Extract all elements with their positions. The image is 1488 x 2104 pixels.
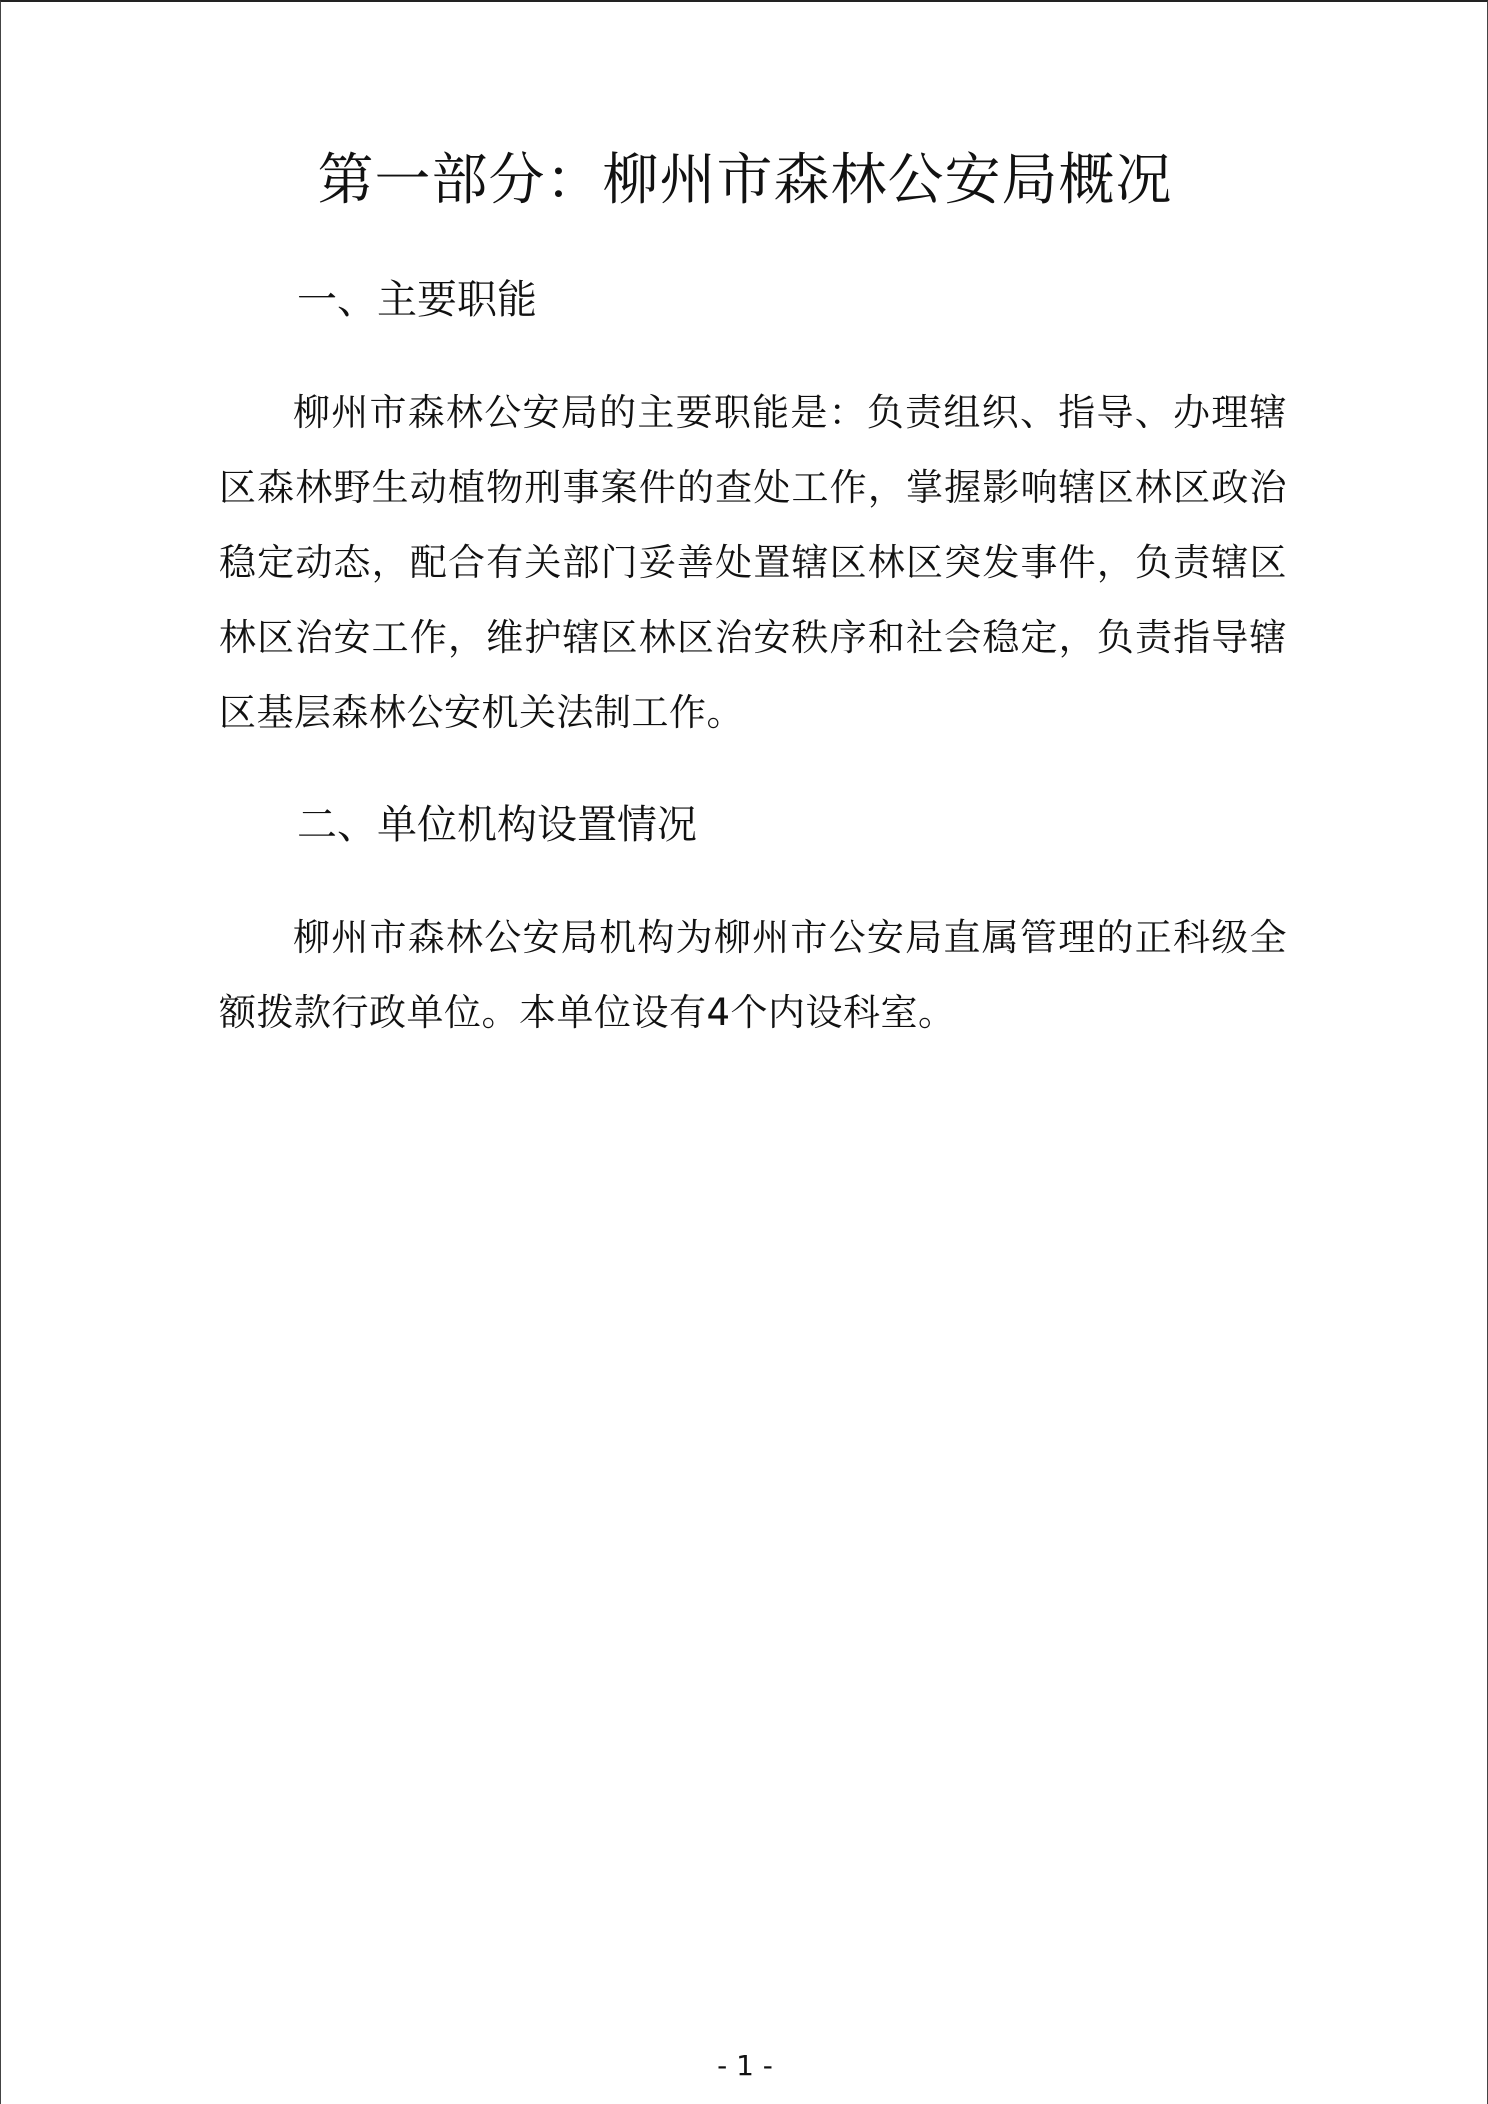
page-title: 第一部分：柳州市森林公安局概况 bbox=[317, 148, 1173, 213]
section-heading-organization: 二、单位机构设置情况 bbox=[297, 802, 697, 848]
page-number: - 1 - bbox=[717, 2049, 773, 2082]
section-heading-main-functions: 一、主要职能 bbox=[297, 277, 537, 323]
section-body-organization: 柳州市森林公安局机构为柳州市公安局直属管理的正科级全额拨款行政单位。本单位设有4个内设科室。 bbox=[219, 916, 1287, 1034]
section-body-main-functions: 柳州市森林公安局的主要职能是：负责组织、指导、办理辖区森林野生动植物刑事案件的查处工作，掌握影响辖区林区政治稳定动态，配合有关部门妥善处置辖区林区突发事件，负责辖区林区治安工作，维护辖区林区治安秩序和社会稳定，负责指导辖区基层森林公安机关法制工作。 bbox=[219, 391, 1287, 734]
